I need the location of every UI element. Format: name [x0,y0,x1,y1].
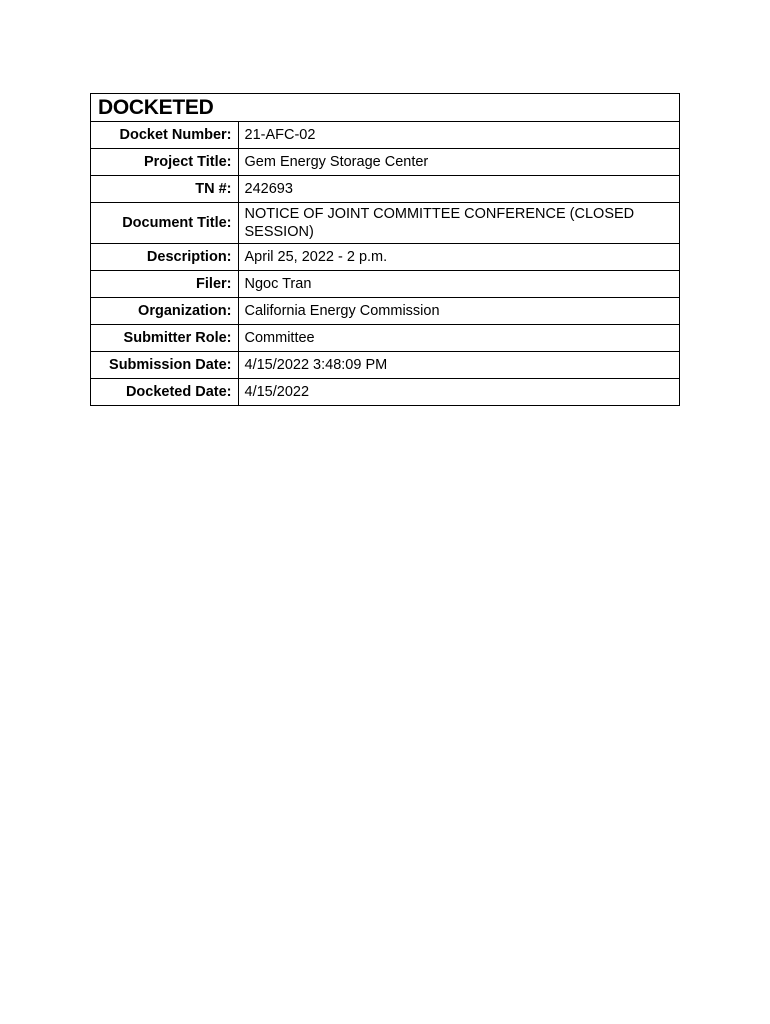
tn-number-value: 242693 [238,176,679,203]
table-row [91,122,679,149]
table-row [91,298,679,325]
docket-number-value: 21-AFC-02 [238,122,679,149]
document-title-value: NOTICE OF JOINT COMMITTEE CONFERENCE (CLOSED SESSION) [238,203,679,244]
table-row [91,244,679,271]
table-row [91,176,679,203]
description-value: April 25, 2022 - 2 p.m. [238,244,679,271]
table-row [91,203,679,244]
table-row [91,379,679,406]
submitter-role-value: Committee [238,325,679,352]
submission-date-label: Submission Date: [91,352,238,379]
organization-value: California Energy Commission [238,298,679,325]
docketed-date-value: 4/15/2022 [244,384,310,400]
organization-label: Organization: [91,298,238,325]
table-row [91,271,679,298]
submitter-role-label: Submitter Role: [91,325,238,352]
table-row [91,352,679,379]
tn-number-label: TN #: [91,176,238,203]
description-label: Description: [91,244,238,271]
docketed-title: DOCKETED [91,94,679,122]
filer-label: Filer: [91,271,238,298]
document-title-label: Document Title: [91,203,238,244]
docket-info-table [91,122,679,405]
docket-cover-box [90,93,680,406]
submission-date-value: 4/15/2022 3:48:09 PM [238,352,679,379]
filer-value: Ngoc Tran [238,271,679,298]
docket-number-label: Docket Number: [91,122,238,149]
project-title-value: Gem Energy Storage Center [238,149,679,176]
table-row [91,325,679,352]
table-row [91,149,679,176]
docketed-date-label: Docketed Date: [91,379,238,406]
project-title-label: Project Title: [91,149,238,176]
